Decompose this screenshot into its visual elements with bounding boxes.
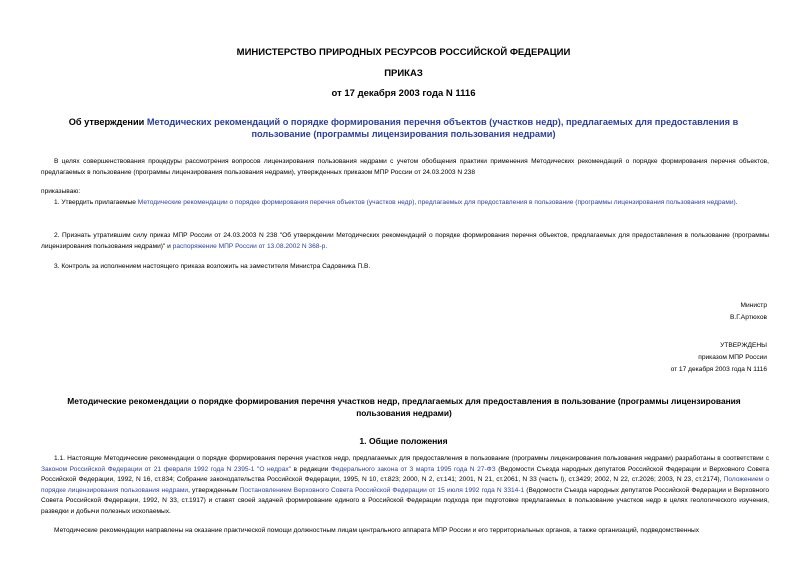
order-title (40, 116, 767, 140)
item-3: 3. Контроль за исполнением настоящего приказа возложить на заместителя Министра Садовника П.В. (54, 263, 371, 270)
section-1-paragraph-1 (41, 454, 769, 517)
law-link-nedra[interactable]: Законом Российской Федерации от 21 февраля 1992 года N 2395-1 "О недрах" (41, 465, 291, 473)
p1-text-b: в редакции (291, 465, 331, 473)
licensing-regulation-link[interactable]: Положением о порядке лицензирования пользования недрами (41, 476, 769, 494)
order-title-link[interactable]: Методических рекомендаций о порядке формирования перечня объектов (участков недр), предлагаемых для предоставления в пользование (программы лицензирования пользования недрами) (146, 117, 739, 139)
p1-text-d: , утвержденным (188, 486, 240, 494)
federal-law-link[interactable]: Федерального закона от 3 марта 1995 года N 27-ФЗ (330, 465, 496, 473)
order-date-number: от 17 декабря 2003 года N 1116 (331, 88, 476, 99)
approval-line-3: от 17 декабря 2003 года N 1116 (670, 366, 767, 373)
approval-block (671, 340, 767, 376)
approval-line-1: УТВЕРЖДЕНЫ (720, 342, 767, 349)
order-type: ПРИКАЗ (384, 68, 423, 79)
section-1-heading: 1. Общие положения (359, 436, 448, 446)
item-2-text: 2. Признать утратившим силу приказ МПР России от 24.03.2003 N 238 "Об утверждении Методических рекомендаций о порядке формирования перечня объектов, предлагаемых для предоставления в пользование (программы лицензирования пользования недрами)" и (41, 232, 769, 250)
order-word: приказываю: (41, 188, 81, 195)
preamble: В целях совершенствования процедуры рассмотрения вопросов лицензирования пользования недрами с учетом обобщения практики применения Методических рекомендаций о порядке формирования перечня объектов, предлагаемых в пользование (программы лицензирования пользования недрами), утвержденных приказом МПР России от 24.03.2003 N 238 (41, 158, 769, 176)
ministry-heading: МИНИСТЕРСТВО ПРИРОДНЫХ РЕСУРСОВ РОССИЙСКОЙ ФЕДЕРАЦИИ (236, 47, 571, 58)
approval-line-2: приказом МПР России (698, 354, 767, 361)
p1-text-e: (Ведомости Съезда народных депутатов Российской Федерации и Верховного Совета Российской Федерации, 1992, N 33, ст.1917) и ставят своей задачей формирование единого в Российской Федерации подхода при подготовке предлагаемых в пользование участков недр в целях геологического изучения, разведки и добычи полезных ископаемых. (41, 486, 769, 515)
item-1-suffix: . (735, 199, 738, 206)
signature-block (730, 300, 767, 324)
signature-name: В.Г.Артюхов (729, 314, 767, 321)
p1-text-a: 1.1. Настоящие Методические рекомендации о порядке формирования перечня участков недр, предлагаемых для предоставления в пользование (программы лицензирования пользования недрами) разработаны в соответствии с (54, 455, 769, 462)
item-2-link[interactable]: распоряжение МПР России от 13.08.2002 N 368-р (172, 243, 326, 250)
item-1-prefix: 1. Утвердить прилагаемые (54, 199, 138, 206)
p1-text-c: (Ведомости Съезда народных депутатов Российской Федерации и Верховного Совета Российской Федерации, 1992, N 16, ст.834; Собрание законодательства Российской Федерации, 1995, N 10, ст.823; 2000, N 2, ст.141; 2001, N 21, ст.2061, N 33 (часть I), ст.3429; 2002, N 22, ст.2026; 2003, N 23, ст.2174), (41, 465, 770, 483)
supreme-council-resolution-link[interactable]: Постановлением Верховного Совета Российской Федерации от 15 июля 1992 года N 3314-1 (239, 486, 525, 494)
item-1-link[interactable]: Методические рекомендации о порядке формирования перечня объектов (участков недр), предлагаемых для предоставления в пользование (программы лицензирования пользования недрами) (137, 199, 736, 206)
recommendations-title: Методические рекомендации о порядке формирования перечня участков недр, предлагаемых для предоставления в пользование (программы лицензирования пользования недрами) (67, 396, 741, 418)
item-2-suffix: . (325, 243, 328, 250)
item-1 (41, 197, 769, 208)
item-2 (41, 230, 769, 252)
order-title-prefix: Об утверждении (68, 117, 147, 127)
signature-position: Министр (740, 302, 767, 309)
section-1-paragraph-2: Методические рекомендации направлены на оказание практической помощи должностным лицам центрального аппарата МПР России и его территориальных органов, а также организаций, подведомственных (54, 527, 700, 534)
